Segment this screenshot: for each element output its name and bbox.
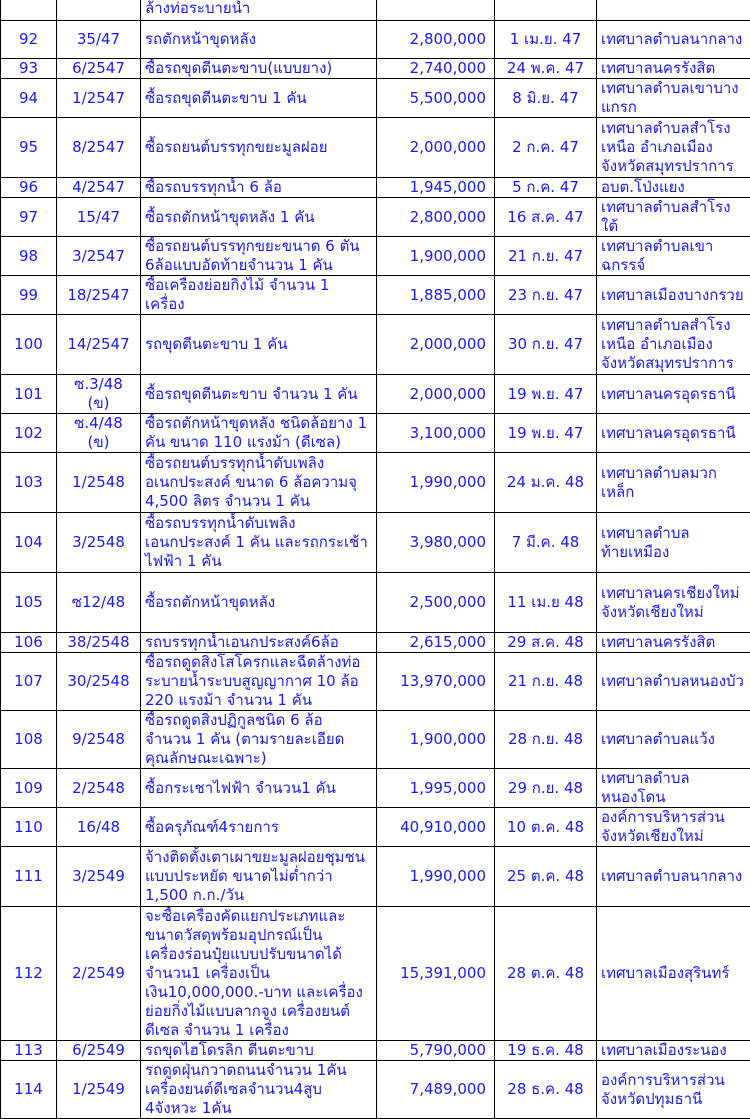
contract-number-cell: ซ.3/48 (ข) [57, 375, 141, 414]
contract-number-cell: 4/2547 [57, 178, 141, 198]
item-description-cell: ซื้อรถบรรทุกน้ำดับเพลิงเอนกประสงค์ 1 คัน และรถกระเช้าไฟฟ้า 1 คัน [141, 513, 377, 573]
agency-cell: เทศบาลตำบลนากลาง [597, 847, 750, 907]
table-row [1, 276, 750, 315]
agency-cell: องค์การบริหารส่วนจังหวัดปทุมธานี [597, 1061, 750, 1119]
contract-number-cell: 6/2549 [57, 1041, 141, 1061]
row-number-cell [1, 0, 57, 21]
date-cell: 19 พ.ย. 47 [495, 414, 597, 453]
row-number-cell: 108 [1, 711, 57, 769]
item-description-cell: ซื้อรถบรรทุกน้ำ 6 ล้อ [141, 178, 377, 198]
row-number-cell: 98 [1, 237, 57, 276]
amount-cell [377, 0, 495, 21]
agency-cell: เทศบาลตำบลหนองบัว [597, 653, 750, 711]
item-description-cell: ซื้อรถตักหน้าขุดหลัง 1 คัน [141, 198, 377, 237]
table-row [1, 653, 750, 711]
amount-cell: 13,970,000 [377, 653, 495, 711]
row-number-cell: 106 [1, 633, 57, 653]
amount-cell: 1,990,000 [377, 847, 495, 907]
amount-cell: 1,990,000 [377, 453, 495, 513]
date-cell: 11 เม.ย 48 [495, 573, 597, 633]
amount-cell: 1,995,000 [377, 769, 495, 808]
amount-cell: 1,885,000 [377, 276, 495, 315]
contract-number-cell: 6/2547 [57, 59, 141, 79]
amount-cell: 5,790,000 [377, 1041, 495, 1061]
date-cell: 7 มี.ค. 48 [495, 513, 597, 573]
date-cell: 30 ก.ย. 47 [495, 315, 597, 375]
item-description-cell: ซื้อรถตักหน้าขุดหลัง [141, 573, 377, 633]
contract-number-cell: 1/2548 [57, 453, 141, 513]
date-cell: 21 ก.ย. 48 [495, 653, 597, 711]
row-number-cell: 111 [1, 847, 57, 907]
contract-number-cell: 9/2548 [57, 711, 141, 769]
item-description-cell: ซื้อเครื่องย่อยกิ่งไม้ จำนวน 1 เครื่อง [141, 276, 377, 315]
table-row [1, 315, 750, 375]
item-description-cell: ซื้อรถขุดตีนตะขาบ จำนวน 1 คัน [141, 375, 377, 414]
row-number-cell: 103 [1, 453, 57, 513]
row-number-cell: 101 [1, 375, 57, 414]
item-description-cell: จ้างติดตั้งเตาเผาขยะมูลฝอยชุมชนแบบประหยัด ขนาดไม่ต่ำกว่า 1,500 ก.ก./วัน [141, 847, 377, 907]
agency-cell: องค์การบริหารส่วนจังหวัดเชียงใหม่ [597, 808, 750, 847]
amount-cell: 2,740,000 [377, 59, 495, 79]
agency-cell: เทศบาลเมืองสุรินทร์ [597, 907, 750, 1041]
table-row [1, 769, 750, 808]
row-number-cell: 93 [1, 59, 57, 79]
agency-cell: เทศบาลตำบลมวกเหล็ก [597, 453, 750, 513]
table-row [1, 178, 750, 198]
table-row [1, 0, 750, 21]
amount-cell: 2,500,000 [377, 573, 495, 633]
table-row [1, 237, 750, 276]
date-cell: 1 เม.ย. 47 [495, 21, 597, 59]
table-row [1, 847, 750, 907]
table-row [1, 633, 750, 653]
agency-cell: เทศบาลนครรังสิต [597, 59, 750, 79]
table-row [1, 118, 750, 178]
date-cell: 24 พ.ค. 47 [495, 59, 597, 79]
contract-number-cell: 1/2547 [57, 79, 141, 118]
row-number-cell: 113 [1, 1041, 57, 1061]
agency-cell: เทศบาลตำบลสำโรงเหนือ อำเภอเมือง จังหวัดสมุทรปราการ [597, 118, 750, 178]
table-row [1, 808, 750, 847]
table-row [1, 711, 750, 769]
agency-cell: เทศบาลตำบลหนองโดน [597, 769, 750, 808]
agency-cell: เทศบาลนครอุดรธานี [597, 414, 750, 453]
table-row [1, 59, 750, 79]
item-description-cell: ซื้อรถตักหน้าขุดหลัง ชนิดล้อยาง 1 คัน ขนาด 110 แรงม้า (ดีเซล) [141, 414, 377, 453]
row-number-cell: 92 [1, 21, 57, 59]
item-description-cell: ซื้อรถดูดสิ่งปฏิกูลชนิด 6 ล้อ จำนวน 1 คัน (ตามรายละเอียดคุณลักษณะเฉพาะ) [141, 711, 377, 769]
date-cell: 29 ส.ค. 48 [495, 633, 597, 653]
agency-cell: เทศบาลนครอุดรธานี [597, 375, 750, 414]
amount-cell: 2,000,000 [377, 315, 495, 375]
contract-number-cell: 3/2547 [57, 237, 141, 276]
agency-cell: เทศบาลตำบลเขาฉกรรจ์ [597, 237, 750, 276]
contract-number-cell: 1/2549 [57, 1061, 141, 1119]
table-row [1, 573, 750, 633]
contract-number-cell: ซ12/48 [57, 573, 141, 633]
row-number-cell: 102 [1, 414, 57, 453]
date-cell: 23 ก.ย. 47 [495, 276, 597, 315]
item-description-cell: ซื้อรถยนต์บรรทุกขยะขนาด 6 ตัน 6ล้อแบบอัดท้ายจำนวน 1 คัน [141, 237, 377, 276]
row-number-cell: 107 [1, 653, 57, 711]
amount-cell: 2,000,000 [377, 375, 495, 414]
date-cell: 25 ต.ค. 48 [495, 847, 597, 907]
amount-cell: 7,489,000 [377, 1061, 495, 1119]
row-number-cell: 109 [1, 769, 57, 808]
amount-cell: 1,900,000 [377, 237, 495, 276]
item-description-cell: รถขุดไฮโดรลิก ตีนตะขาบ [141, 1041, 377, 1061]
table-row [1, 513, 750, 573]
agency-cell: เทศบาลตำบลแว้ง [597, 711, 750, 769]
item-description-cell: ซื้อรถยนต์บรรทุกน้ำดับเพลิงอเนกประสงค์ ขนาด 6 ล้อความจุ 4,500 ลิตร จำนวน 1 คัน [141, 453, 377, 513]
item-description-cell: ซื้อรถยนต์บรรทุกขยะมูลฝอย [141, 118, 377, 178]
date-cell [495, 0, 597, 21]
table-body [1, 0, 750, 1119]
agency-cell: เทศบาลตำบลเขาบางแกรก [597, 79, 750, 118]
amount-cell: 2,615,000 [377, 633, 495, 653]
amount-cell: 2,800,000 [377, 198, 495, 237]
row-number-cell: 110 [1, 808, 57, 847]
table-row [1, 1061, 750, 1119]
contract-number-cell: 35/47 [57, 21, 141, 59]
amount-cell: 3,980,000 [377, 513, 495, 573]
row-number-cell: 94 [1, 79, 57, 118]
agency-cell: เทศบาลตำบลสำโรงเหนือ อำเภอเมือง จังหวัดสมุทรปราการ [597, 315, 750, 375]
date-cell: 16 ส.ค. 47 [495, 198, 597, 237]
agency-cell: เทศบาลนครรังสิต [597, 633, 750, 653]
row-number-cell: 104 [1, 513, 57, 573]
date-cell: 28 ก.ย. 48 [495, 711, 597, 769]
amount-cell: 1,900,000 [377, 711, 495, 769]
amount-cell: 2,800,000 [377, 21, 495, 59]
agency-cell: อบต.โป่งแยง [597, 178, 750, 198]
date-cell: 19 ธ.ค. 48 [495, 1041, 597, 1061]
agency-cell: เทศบาลเมืองบางกรวย [597, 276, 750, 315]
contract-number-cell: 38/2548 [57, 633, 141, 653]
contract-number-cell: 2/2548 [57, 769, 141, 808]
date-cell: 8 มิ.ย. 47 [495, 79, 597, 118]
agency-cell: เทศบาลตำบลนากลาง [597, 21, 750, 59]
amount-cell: 5,500,000 [377, 79, 495, 118]
date-cell: 10 ต.ค. 48 [495, 808, 597, 847]
date-cell: 24 ม.ค. 48 [495, 453, 597, 513]
item-description-cell: ซื้อครุภัณฑ์4รายการ [141, 808, 377, 847]
item-description-cell: รถขุดตีนตะขาบ 1 คัน [141, 315, 377, 375]
contract-number-cell: 15/47 [57, 198, 141, 237]
agency-cell: เทศบาลเมืองระนอง [597, 1041, 750, 1061]
date-cell: 21 ก.ย. 47 [495, 237, 597, 276]
contract-number-cell: 18/2547 [57, 276, 141, 315]
item-description-cell: ล้างท่อระบายน้ำ [141, 0, 377, 21]
date-cell: 28 ต.ค. 48 [495, 907, 597, 1041]
agency-cell: เทศบาลตำบลสำโรงใต้ [597, 198, 750, 237]
date-cell: 2 ก.ค. 47 [495, 118, 597, 178]
contract-number-cell [57, 0, 141, 21]
table-row [1, 198, 750, 237]
row-number-cell: 112 [1, 907, 57, 1041]
amount-cell: 3,100,000 [377, 414, 495, 453]
row-number-cell: 114 [1, 1061, 57, 1119]
item-description-cell: รถบรรทุกน้ำเอนกประสงค์6ล้อ [141, 633, 377, 653]
table-row [1, 414, 750, 453]
item-description-cell: ซื้อรถขุดตีนตะขาบ(แบบยาง) [141, 59, 377, 79]
amount-cell: 40,910,000 [377, 808, 495, 847]
agency-cell: เทศบาลนครเชียงใหม่ จังหวัดเชียงใหม่ [597, 573, 750, 633]
contract-number-cell: 3/2548 [57, 513, 141, 573]
contract-number-cell: 2/2549 [57, 907, 141, 1041]
table-row [1, 907, 750, 1041]
agency-cell: เทศบาลตำบลท้ายเหมือง [597, 513, 750, 573]
contract-number-cell: 3/2549 [57, 847, 141, 907]
item-description-cell: รถตักหน้าขุดหลัง [141, 21, 377, 59]
table-row [1, 79, 750, 118]
table-row [1, 375, 750, 414]
date-cell: 5 ก.ค. 47 [495, 178, 597, 198]
amount-cell: 1,945,000 [377, 178, 495, 198]
date-cell: 19 พ.ย. 47 [495, 375, 597, 414]
amount-cell: 15,391,000 [377, 907, 495, 1041]
contract-number-cell: 30/2548 [57, 653, 141, 711]
table-row [1, 1041, 750, 1061]
row-number-cell: 95 [1, 118, 57, 178]
contract-number-cell: 8/2547 [57, 118, 141, 178]
contract-number-cell: ซ.4/48 (ข) [57, 414, 141, 453]
row-number-cell: 105 [1, 573, 57, 633]
amount-cell: 2,000,000 [377, 118, 495, 178]
item-description-cell: ซื้อรถดูดสิ่งโสโครกและฉีดล้างท่อระบายน้ำระบบสูญญากาศ 10 ล้อ 220 แรงม้า จำนวน 1 คัน [141, 653, 377, 711]
item-description-cell: จะซื้อเครื่องคัดแยกประเภทและขนาดวัสดุพร้อมอุปกรณ์เป็นเครื่องร่อนปุ๋ยแบบปรับขนาดได้จำนวน1 เครื่องเป็นเงิน10,000,000.-บาท และเครื่องย่อยกิ่งไม้แบบลากจูง เครื่องยนต์ดีเซล จำนวน 1 เครื่อง [141, 907, 377, 1041]
agency-cell [597, 0, 750, 21]
table-row [1, 453, 750, 513]
table-row [1, 21, 750, 59]
item-description-cell: ซื้อรถขุดตีนตะขาบ 1 คัน [141, 79, 377, 118]
row-number-cell: 97 [1, 198, 57, 237]
date-cell: 29 ก.ย. 48 [495, 769, 597, 808]
row-number-cell: 99 [1, 276, 57, 315]
row-number-cell: 100 [1, 315, 57, 375]
row-number-cell: 96 [1, 178, 57, 198]
item-description-cell: ซื้อกระเชาไฟฟ้า จำนวน1 คัน [141, 769, 377, 808]
date-cell: 28 ธ.ค. 48 [495, 1061, 597, 1119]
contract-number-cell: 16/48 [57, 808, 141, 847]
item-description-cell: รถดูดฝุ่นกวาดถนนจำนวน 1คัน เครื่องยนต์ดีเซลจำนวน4สูบ 4จังหวะ 1คัน [141, 1061, 377, 1119]
contract-number-cell: 14/2547 [57, 315, 141, 375]
